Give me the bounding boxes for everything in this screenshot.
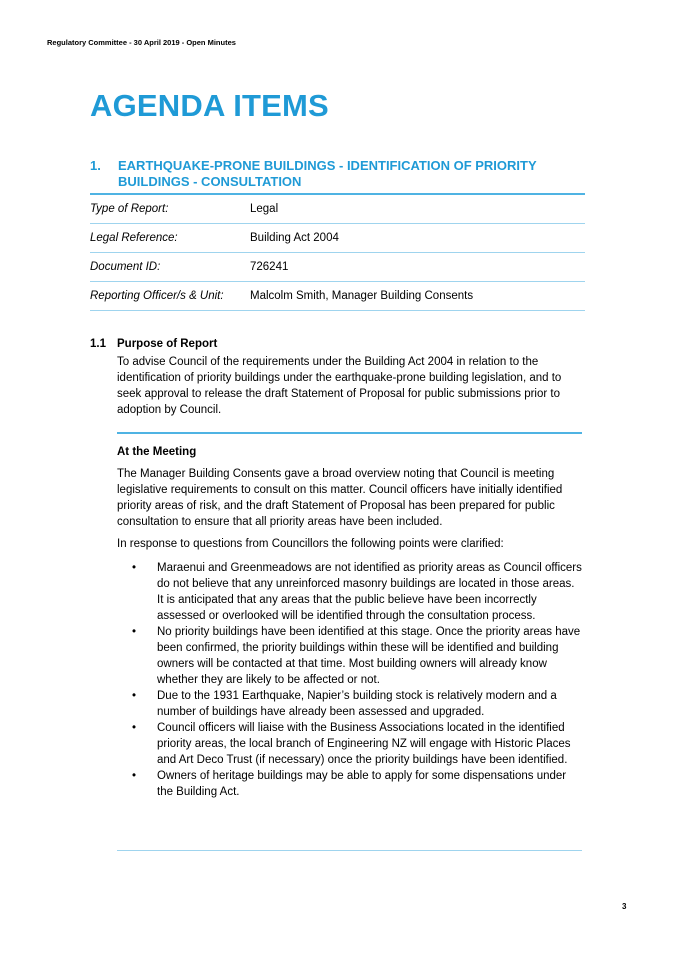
list-item-text: Due to the 1931 Earthquake, Napier’s building stock is relatively modern and a number of buildings have already been assessed and upgraded.	[157, 690, 557, 718]
info-label: Legal Reference:	[90, 232, 178, 244]
purpose-section	[90, 336, 585, 418]
item-heading	[90, 158, 582, 190]
info-row-document-id	[90, 253, 585, 282]
list-item-text: Council officers will liaise with the Business Associations located in the identified priority areas, the local branch of Engineering NZ will engage with Historic Places and Art Deco Trust (if necessary) once the priority buildings have been identified.	[157, 722, 571, 766]
section-end-divider	[117, 850, 582, 851]
list-item	[117, 768, 582, 800]
info-label: Type of Report:	[90, 203, 169, 215]
bullet-icon: •	[132, 770, 137, 782]
purpose-text: To advise Council of the requirements under the Building Act 2004 in relation to the identification of priority buildings under the earthquake-prone building legislation, and to seek approval to release the draft Statement of Proposal for public submissions prior to adoption by Council.	[117, 356, 562, 416]
list-item-text: No priority buildings have been identified at this stage. Once the priority areas have been confirmed, the priority buildings within these will be identified and building owners will be contacted at that time. Most building owners will already know whether they are likely to be affected or not.	[157, 626, 581, 686]
info-value: Legal	[250, 203, 279, 215]
info-label: Document ID:	[90, 261, 161, 273]
report-info-table	[90, 195, 585, 311]
item-number: 1.	[90, 158, 101, 173]
list-item	[117, 560, 582, 624]
bullet-icon: •	[132, 626, 137, 638]
page-title: AGENDA ITEMS	[90, 88, 329, 123]
document-header: Regulatory Committee - 30 April 2019 - Open Minutes	[47, 38, 236, 47]
info-row-legal-reference	[90, 224, 585, 253]
list-item	[117, 720, 582, 768]
section-title: Purpose of Report	[117, 338, 218, 350]
meeting-paragraph: The Manager Building Consents gave a broad overview noting that Council is meeting legislative requirements to consult on this matter. Council officers have initially identified priority areas of risk, and the draft Statement of Proposal has been prepared for public consultation to ensure that all priority areas have been included.	[117, 468, 563, 528]
list-item	[117, 688, 582, 720]
bullet-icon: •	[132, 722, 137, 734]
list-item	[117, 624, 582, 688]
info-value: Malcolm Smith, Manager Building Consents	[250, 290, 474, 302]
list-item-text: Owners of heritage buildings may be able to apply for some dispensations under the Building Act.	[157, 770, 567, 798]
info-value: 726241	[250, 261, 289, 273]
list-item-text: Maraenui and Greenmeadows are not identified as priority areas as Council officers do not believe that any unreinforced masonry buildings are located in those areas. It is anticipated that any areas that the public believe have been incorrectly assessed or overlooked will be identified through the consultation process.	[157, 562, 582, 622]
clarification-list	[117, 560, 582, 800]
section-number: 1.1	[90, 338, 106, 350]
meeting-paragraph: In response to questions from Councillors the following points were clarified:	[117, 538, 504, 550]
bullet-icon: •	[132, 562, 137, 574]
info-value: Building Act 2004	[250, 232, 339, 244]
info-label: Reporting Officer/s & Unit:	[90, 290, 224, 302]
info-row-type	[90, 195, 585, 224]
meeting-divider	[117, 432, 582, 434]
bullet-icon: •	[132, 690, 137, 702]
meeting-section	[117, 444, 582, 800]
page-number: 3	[622, 902, 627, 911]
item-heading-text: EARTHQUAKE-PRONE BUILDINGS - IDENTIFICATION OF PRIORITY BUILDINGS - CONSULTATION	[118, 158, 537, 189]
meeting-title: At the Meeting	[117, 446, 197, 458]
info-row-reporting-officer	[90, 282, 585, 311]
